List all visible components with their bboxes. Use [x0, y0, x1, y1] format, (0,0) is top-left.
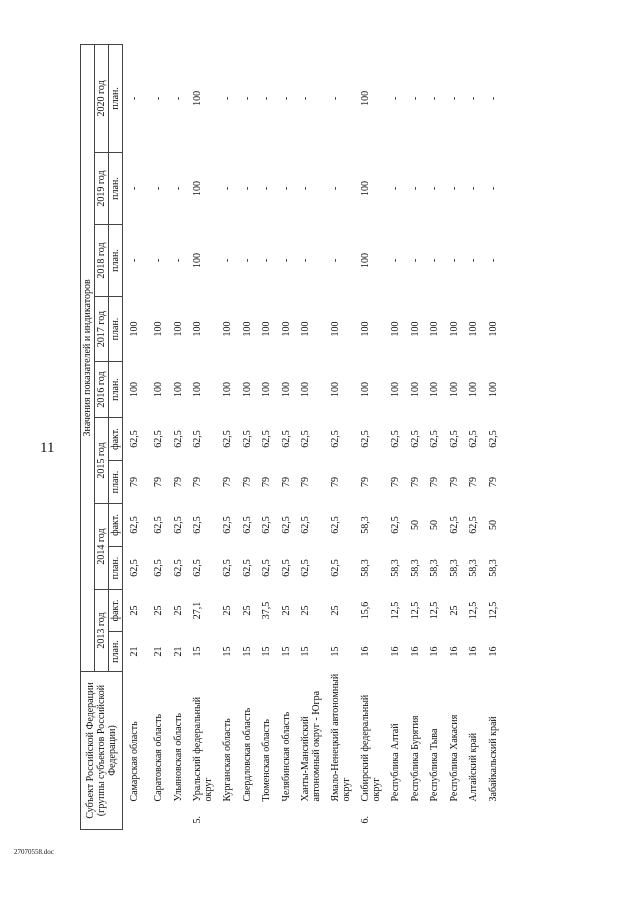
subject-name: Челябинская область [280, 711, 292, 802]
value-cell: 62,5 [172, 516, 184, 534]
value-cell: 58,3 [429, 559, 440, 577]
table-row [360, 44, 390, 829]
value-cell: 62,5 [153, 559, 164, 577]
value-cell: - [241, 258, 253, 263]
value-cell: 12,5 [409, 601, 421, 620]
subject-name: Забайкальский край [487, 716, 499, 802]
value-cell: - [300, 96, 311, 101]
table-row [429, 44, 449, 829]
value-cell: 79 [172, 477, 184, 487]
value-cell: 58,3 [390, 559, 401, 577]
value-cell: 62,5 [300, 559, 311, 577]
value-cell: 15 [222, 646, 233, 657]
year-header: 2016 год [95, 362, 109, 418]
year-header: 2015 год [95, 418, 109, 504]
value-cell: 25 [241, 605, 253, 616]
value-cell: 62,5 [129, 430, 140, 448]
value-cell: - [487, 258, 499, 263]
value-cell: 100 [360, 90, 371, 106]
value-cell: 62,5 [409, 430, 421, 448]
value-cell: 100 [222, 382, 233, 397]
value-cell: 79 [261, 477, 272, 487]
value-cell: - [330, 96, 341, 101]
value-cell: 62,5 [129, 516, 140, 534]
value-cell: 62,5 [448, 430, 460, 448]
table-row [300, 44, 330, 829]
value-cell: 100 [153, 382, 164, 397]
value-cell: 62,5 [360, 430, 371, 448]
year-header: 2018 год [95, 225, 109, 297]
value-cell: 58,3 [360, 559, 371, 577]
value-cell: 16 [448, 646, 460, 657]
value-cell: 15 [280, 646, 292, 657]
value-cell: 16 [468, 646, 479, 657]
table-row [123, 44, 154, 829]
value-cell: - [153, 96, 164, 101]
year-header: 2013 год [95, 590, 109, 672]
value-cell: - [241, 96, 253, 101]
value-cell: 100 [468, 321, 479, 337]
value-cell: 100 [360, 253, 371, 268]
value-cell: - [390, 258, 401, 263]
table-body [123, 44, 508, 829]
value-cell: 79 [360, 477, 371, 487]
value-cell: 100 [487, 382, 499, 397]
value-cell: 62,5 [330, 559, 341, 577]
document-code: 27070558.doc [14, 848, 54, 856]
value-cell: 62,5 [192, 559, 203, 577]
value-cell: 62,5 [448, 516, 460, 534]
value-cell: 79 [429, 477, 440, 487]
value-cell: 100 [300, 321, 311, 337]
subject-name: Ханты-Мансийский автономный округ - Югра [300, 690, 322, 802]
table-row [192, 44, 222, 829]
value-cell: 62,5 [300, 516, 311, 534]
plan-header: план. [109, 225, 123, 297]
value-cell: 50 [487, 520, 499, 530]
value-cell: 79 [153, 477, 164, 487]
value-cell: 100 [390, 382, 401, 397]
value-cell: 79 [487, 477, 499, 487]
value-cell: 58,3 [448, 559, 460, 577]
subject-name: Республика Тыва [429, 728, 440, 802]
row-number [173, 804, 193, 830]
value-cell: - [280, 258, 292, 263]
value-cell: 100 [280, 382, 292, 397]
subject-name: Республика Бурятия [409, 715, 421, 802]
table-row [261, 44, 281, 829]
value-cell: 100 [172, 321, 184, 337]
subject-column-header: Субъект Российской Федерации (группы субъектов Российской Федерации) [81, 672, 123, 830]
value-cell: - [409, 96, 421, 101]
value-cell: 79 [280, 477, 292, 487]
row-number: 5. [192, 816, 203, 824]
value-cell: 100 [261, 321, 272, 337]
value-cell: 100 [409, 321, 421, 337]
value-cell: 62,5 [300, 430, 311, 448]
value-cell: - [429, 258, 440, 263]
value-cell: 15 [330, 646, 341, 657]
subject-name: Самарская область [129, 721, 140, 802]
value-cell: - [300, 258, 311, 263]
value-cell: 100 [192, 181, 203, 196]
value-cell: 12,5 [390, 601, 401, 620]
subject-name: Уральский федеральный округ [192, 696, 214, 802]
table-row [222, 44, 242, 829]
year-header: 2017 год [95, 297, 109, 362]
table-row [468, 44, 488, 829]
value-cell: 62,5 [468, 430, 479, 448]
value-cell: - [241, 186, 253, 191]
value-cell: 21 [153, 646, 164, 657]
fact-header: факт. [109, 590, 123, 632]
row-number [468, 804, 488, 830]
value-cell: 62,5 [172, 559, 184, 577]
value-cell: 12,5 [487, 601, 499, 620]
value-cell: 37,5 [261, 601, 272, 620]
subject-name: Сибирский федеральный округ [360, 694, 382, 802]
value-cell: 79 [241, 477, 253, 487]
value-cell: 16 [360, 646, 371, 657]
value-cell: - [468, 96, 479, 101]
value-cell: - [487, 96, 499, 101]
value-cell: - [468, 258, 479, 263]
value-cell: - [280, 96, 292, 101]
value-cell: 79 [129, 477, 140, 487]
value-cell: 16 [390, 646, 401, 657]
value-cell: 21 [172, 646, 184, 657]
value-cell: - [129, 258, 140, 263]
row-number [330, 804, 360, 830]
value-cell: 62,5 [390, 516, 401, 534]
row-number [488, 804, 508, 830]
header-row-1 [81, 44, 95, 829]
value-cell: 100 [129, 382, 140, 397]
value-cell: 79 [390, 477, 401, 487]
table-row [410, 44, 430, 829]
value-cell: - [330, 186, 341, 191]
value-cell: - [129, 186, 140, 191]
subject-name: Алтайский край [468, 732, 479, 802]
value-cell: 100 [172, 382, 184, 397]
indicators-header: Значения показателей и индикаторов [81, 44, 95, 671]
value-cell: 58,3 [468, 559, 479, 577]
value-cell: 62,5 [222, 516, 233, 534]
value-cell: 100 [192, 253, 203, 268]
value-cell: 25 [280, 605, 292, 616]
table-row [281, 44, 301, 829]
value-cell: 100 [360, 382, 371, 397]
value-cell: 12,5 [429, 601, 440, 620]
value-cell: - [448, 186, 460, 191]
value-cell: 62,5 [261, 516, 272, 534]
value-cell: 79 [330, 477, 341, 487]
plan-header: план. [109, 547, 123, 590]
value-cell: - [429, 186, 440, 191]
value-cell: 25 [129, 605, 140, 616]
value-cell: 100 [330, 321, 341, 337]
value-cell: - [153, 258, 164, 263]
value-cell: 15,6 [360, 601, 371, 620]
value-cell: - [172, 96, 184, 101]
value-cell: 62,5 [192, 516, 203, 534]
fact-header: факт. [109, 504, 123, 547]
value-cell: - [409, 186, 421, 191]
value-cell: - [409, 258, 421, 263]
value-cell: 62,5 [222, 430, 233, 448]
value-cell: 62,5 [280, 516, 292, 534]
value-cell: - [172, 258, 184, 263]
value-cell: - [390, 186, 401, 191]
subject-name: Ульяновская область [172, 713, 184, 802]
value-cell: - [300, 186, 311, 191]
value-cell: 100 [280, 321, 292, 337]
row-number [410, 804, 430, 830]
value-cell: 25 [330, 605, 341, 616]
value-cell: - [390, 96, 401, 101]
value-cell: 100 [192, 321, 203, 337]
value-cell: 100 [129, 321, 140, 337]
value-cell: 100 [192, 382, 203, 397]
value-cell: 25 [448, 605, 460, 616]
row-number [429, 804, 449, 830]
value-cell: 27,1 [192, 601, 203, 620]
value-cell: 79 [192, 477, 203, 487]
subject-name: Ямало-Ненецкий автономный округ [330, 673, 352, 802]
value-cell: - [448, 258, 460, 263]
value-cell: 100 [300, 382, 311, 397]
row-number [390, 804, 410, 830]
row-number [261, 804, 281, 830]
value-cell: 79 [448, 477, 460, 487]
rotated-table-container [80, 45, 625, 830]
fact-header: факт. [109, 418, 123, 461]
value-cell: - [487, 186, 499, 191]
value-cell: 62,5 [241, 559, 253, 577]
table-row [173, 44, 193, 829]
row-number [242, 804, 262, 830]
value-cell: 15 [261, 646, 272, 657]
value-cell: 62,5 [468, 516, 479, 534]
value-cell: - [222, 186, 233, 191]
value-cell: - [222, 96, 233, 101]
value-cell: 100 [192, 90, 203, 106]
subject-name: Республика Хакасия [448, 714, 460, 802]
value-cell: - [429, 96, 440, 101]
value-cell: 15 [192, 646, 203, 657]
value-cell: 100 [261, 382, 272, 397]
plan-header: план. [109, 153, 123, 225]
value-cell: 62,5 [487, 430, 499, 448]
plan-header: план. [109, 44, 123, 152]
subject-name: Свердловская область [241, 707, 253, 802]
table-row [153, 44, 173, 829]
value-cell: 100 [222, 321, 233, 337]
value-cell: 16 [429, 646, 440, 657]
value-cell: 62,5 [172, 430, 184, 448]
row-number: 6. [360, 816, 371, 824]
value-cell: 62,5 [429, 430, 440, 448]
value-cell: 50 [429, 520, 440, 530]
value-cell: 62,5 [192, 430, 203, 448]
value-cell: 15 [300, 646, 311, 657]
value-cell: - [261, 96, 272, 101]
subject-name: Тюменская область [261, 719, 272, 802]
plan-header: план. [109, 297, 123, 362]
subject-name: Республика Алтай [390, 723, 401, 802]
subject-name: Курганская область [222, 718, 233, 802]
value-cell: - [172, 186, 184, 191]
value-cell: 58,3 [487, 559, 499, 577]
row-number [300, 804, 330, 830]
value-cell: 12,5 [468, 601, 479, 620]
value-cell: 79 [300, 477, 311, 487]
value-cell: - [261, 258, 272, 263]
value-cell: 25 [153, 605, 164, 616]
value-cell: 58,3 [360, 516, 371, 534]
value-cell: 100 [241, 321, 253, 337]
value-cell: 21 [129, 646, 140, 657]
value-cell: 62,5 [390, 430, 401, 448]
plan-header: план. [109, 362, 123, 418]
value-cell: - [280, 186, 292, 191]
value-cell: - [222, 258, 233, 263]
indicators-table [80, 44, 507, 830]
value-cell: 100 [241, 382, 253, 397]
value-cell: 100 [468, 382, 479, 397]
row-number [153, 804, 173, 830]
value-cell: 62,5 [280, 559, 292, 577]
subject-name: Саратовская область [153, 713, 164, 802]
value-cell: - [330, 258, 341, 263]
value-cell: - [261, 186, 272, 191]
plan-header: план. [109, 632, 123, 672]
value-cell: 100 [448, 321, 460, 337]
value-cell: 100 [429, 321, 440, 337]
value-cell: 100 [429, 382, 440, 397]
value-cell: 100 [409, 382, 421, 397]
value-cell: 62,5 [261, 559, 272, 577]
page-number: 11 [40, 440, 55, 456]
value-cell: 62,5 [330, 516, 341, 534]
year-header: 2014 год [95, 504, 109, 590]
value-cell: 100 [448, 382, 460, 397]
value-cell: 79 [222, 477, 233, 487]
row-number [449, 804, 469, 830]
table-row [449, 44, 469, 829]
value-cell: 62,5 [280, 430, 292, 448]
table-row [330, 44, 360, 829]
row-number [281, 804, 301, 830]
value-cell: 62,5 [330, 430, 341, 448]
value-cell: 62,5 [153, 430, 164, 448]
value-cell: 62,5 [241, 430, 253, 448]
value-cell: 15 [241, 646, 253, 657]
value-cell: 100 [330, 382, 341, 397]
value-cell: 25 [172, 605, 184, 616]
value-cell: 58,3 [409, 559, 421, 577]
value-cell: 62,5 [261, 430, 272, 448]
value-cell: 79 [409, 477, 421, 487]
value-cell: - [448, 96, 460, 101]
value-cell: 25 [300, 605, 311, 616]
table-row [390, 44, 410, 829]
table-row [242, 44, 262, 829]
value-cell: 62,5 [222, 559, 233, 577]
value-cell: 100 [360, 321, 371, 337]
row-number [222, 804, 242, 830]
value-cell: - [153, 186, 164, 191]
value-cell: 100 [153, 321, 164, 337]
value-cell: 50 [409, 520, 421, 530]
value-cell: 62,5 [153, 516, 164, 534]
value-cell: 100 [360, 181, 371, 196]
value-cell: 100 [390, 321, 401, 337]
value-cell: - [468, 186, 479, 191]
value-cell: 79 [468, 477, 479, 487]
year-header: 2019 год [95, 153, 109, 225]
table-row [488, 44, 508, 829]
value-cell: 16 [409, 646, 421, 657]
value-cell: 62,5 [129, 559, 140, 577]
value-cell: 62,5 [241, 516, 253, 534]
plan-header: план. [109, 461, 123, 504]
year-header: 2020 год [95, 44, 109, 152]
value-cell: - [129, 96, 140, 101]
row-number [123, 804, 154, 830]
value-cell: 16 [487, 646, 499, 657]
value-cell: 25 [222, 605, 233, 616]
value-cell: 100 [487, 321, 499, 337]
